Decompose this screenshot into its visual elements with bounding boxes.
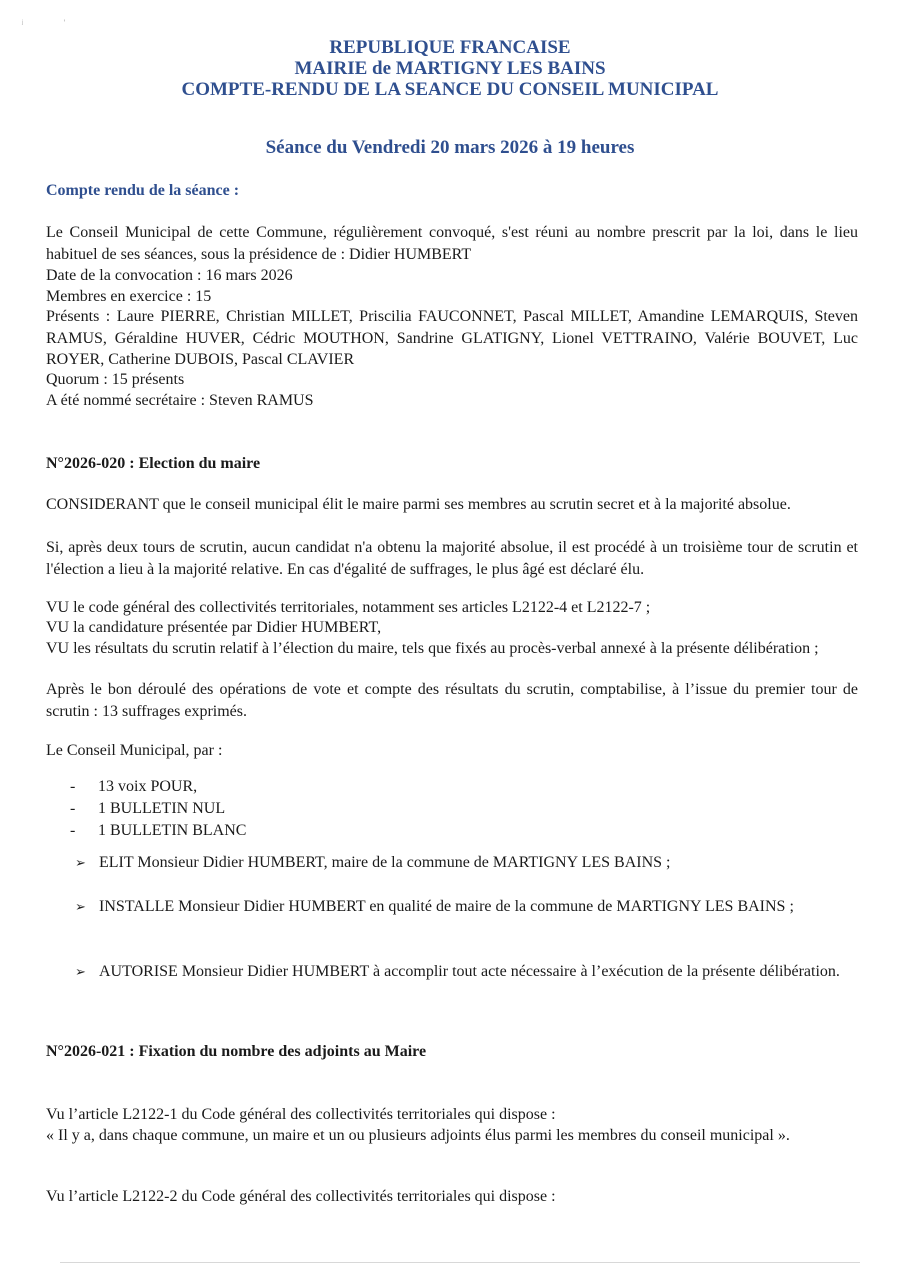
arrow-bullet-icon: ➢ [75, 899, 86, 914]
deliberation-020-considerant: CONSIDERANT que le conseil municipal élit le maire parmi ses membres au scrutin secret et à la majorité absolue. [46, 496, 791, 513]
decision-item [75, 851, 858, 875]
intro-membres: Membres en exercice : 15 [46, 288, 212, 305]
scan-edge-line [60, 1262, 860, 1263]
deliberation-020-heading: N°2026-020 : Election du maire [46, 455, 261, 472]
vote-text: 13 voix POUR, [98, 778, 198, 795]
deliberation-021-vu-l2122-1: Vu l’article L2122-1 du Code général des collectivités territoriales qui dispose : [46, 1106, 556, 1123]
deliberation-020-vu-code: VU le code général des collectivités territoriales, notamment ses articles L2122-4 et L2122-7 ; [46, 599, 651, 616]
arrow-bullet-icon: ➢ [75, 855, 86, 870]
header-compte-rendu: COMPTE-RENDU DE LA SEANCE DU CONSEIL MUNICIPAL [181, 79, 719, 100]
deliberation-020-vu-candidature: VU la candidature présentée par Didier HUMBERT, [46, 619, 382, 636]
deliberation-021-heading: N°2026-021 : Fixation du nombre des adjoints au Maire [46, 1043, 427, 1060]
decision-item [75, 895, 858, 919]
scan-specks: ʲ ' [22, 18, 66, 28]
deliberation-020-conseil-par: Le Conseil Municipal, par : [46, 742, 223, 759]
header-mairie: MAIRIE de MARTIGNY LES BAINS [294, 58, 606, 79]
intro-presents: Présents : Laure PIERRE, Christian MILLET, Priscilia FAUCONNET, Pascal MILLET, Amandine LEMARQUIS, Steven RAMUS, Géraldine HUVER, Cédric MOUTHON, Sandrine GLATIGNY, Lionel VETTRAINO, Valérie BOUVET, Luc ROYER, Catherine DUBOIS, Pascal CLAVIER [46, 308, 858, 368]
deliberation-020-vu-resultats: VU les résultats du scrutin relatif à l’élection du maire, tels que fixés au procès-verbal annexé à la présente délibération ; [46, 640, 819, 657]
intro-date-convocation: Date de la convocation : 16 mars 2026 [46, 267, 293, 284]
deliberation-020-apres-deroule: Après le bon déroulé des opérations de vote et compte des résultats du scrutin, comptabilise, à l’issue du premier tour de scrutin : 13 suffrages exprimés. [46, 681, 858, 720]
decision-item [75, 960, 858, 984]
decision-text: AUTORISE Monsieur Didier HUMBERT à accomplir tout acte nécessaire à l’exécution de la présente délibération. [99, 963, 840, 980]
intro-quorum: Quorum : 15 présents [46, 371, 185, 388]
dash-bullet: - [70, 778, 76, 795]
deliberation-020-si-apres: Si, après deux tours de scrutin, aucun candidat n'a obtenu la majorité absolue, il est procédé à un troisième tour de scrutin et l'élection a lieu à la majorité relative. En cas d'égalité de suffrages, le plus âgé est déclaré élu. [46, 539, 858, 578]
deliberation-021-citation: « Il y a, dans chaque commune, un maire et un ou plusieurs adjoints élus parmi les membres du conseil municipal ». [46, 1127, 790, 1144]
dash-bullet: - [70, 822, 76, 839]
intro-secretaire: A été nommé secrétaire : Steven RAMUS [46, 392, 314, 409]
decision-text: ELIT Monsieur Didier HUMBERT, maire de la commune de MARTIGNY LES BAINS ; [99, 854, 671, 871]
dash-bullet: - [70, 800, 76, 817]
vote-item [70, 798, 225, 819]
decision-text: INSTALLE Monsieur Didier HUMBERT en qualité de maire de la commune de MARTIGNY LES BAINS ; [99, 898, 794, 915]
vote-text: 1 BULLETIN NUL [98, 800, 226, 817]
header-republique: REPUBLIQUE FRANCAISE [329, 37, 571, 58]
vote-text: 1 BULLETIN BLANC [98, 822, 247, 839]
intro-convocation: Le Conseil Municipal de cette Commune, régulièrement convoqué, s'est réuni au nombre prescrit par la loi, dans le lieu habituel de ses séances, sous la présidence de : Didier HUMBERT [46, 224, 858, 263]
compte-rendu-title: Compte rendu de la séance : [46, 182, 240, 199]
vote-item [70, 776, 197, 797]
deliberation-021-vu-l2122-2: Vu l’article L2122-2 du Code général des collectivités territoriales qui dispose : [46, 1188, 556, 1205]
session-title: Séance du Vendredi 20 mars 2026 à 19 heures [265, 137, 635, 158]
arrow-bullet-icon: ➢ [75, 964, 86, 979]
vote-item [70, 820, 246, 841]
document-header [0, 37, 900, 100]
